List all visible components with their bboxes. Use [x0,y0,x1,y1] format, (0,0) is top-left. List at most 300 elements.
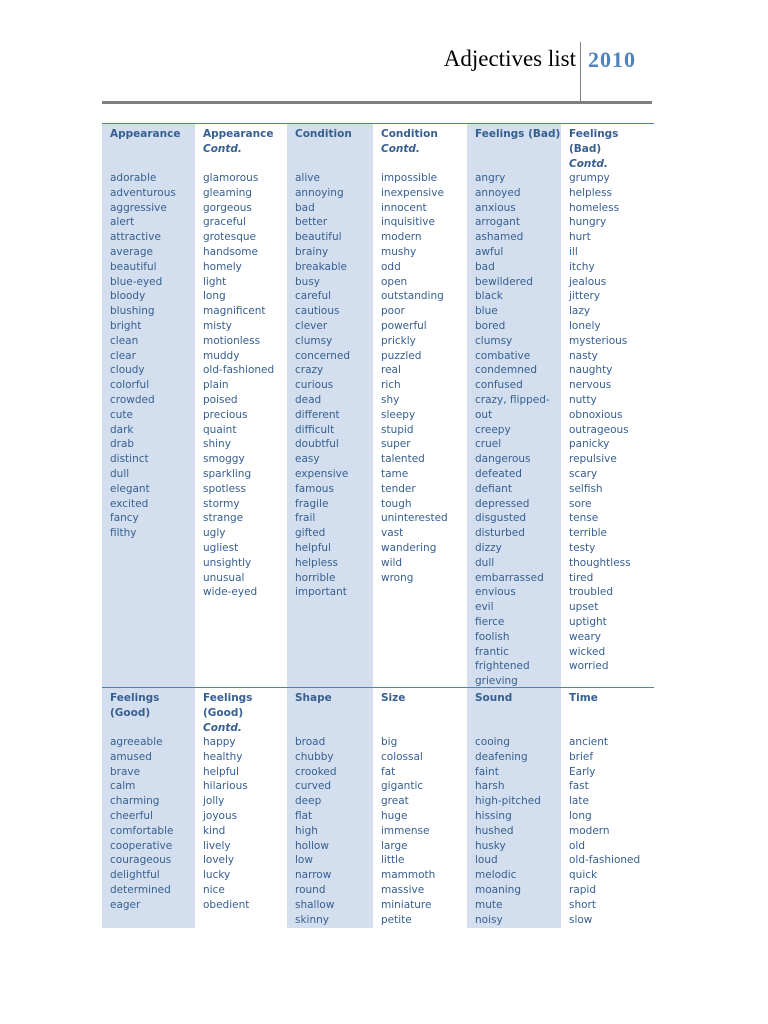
adjective-item: plain [203,379,229,392]
adjective-item: odd [381,260,401,273]
adjective-item: embarrassed [475,571,544,584]
adjective-item: foolish [475,630,510,643]
adjective-item: spotless [203,482,246,495]
column-title: Feelings (Good) [110,692,160,719]
adjective-item: cheerful [110,809,153,822]
adjective-item: grotesque [203,231,257,244]
adjective-item: careful [295,290,332,303]
adjective-item: disgusted [475,512,527,525]
adjective-item: crowded [110,393,155,406]
adjective-item: misty [203,319,232,332]
adjective-item: condemned [475,364,537,377]
adjective-item: cloudy [110,364,145,377]
adjective-item: old-fashioned [203,364,275,377]
adjective-item: stupid [381,423,414,436]
adjective-item: doubtful [295,438,339,451]
adjective-item: late [569,795,589,808]
adjective-item: tense [569,512,599,525]
adjective-item: mute [475,898,503,911]
adjective-item: rich [381,379,401,392]
adjective-item: fancy [110,512,139,525]
adjective-item: hungry [569,216,607,229]
adjective-item: eager [110,898,141,911]
adjective-item: modern [569,824,610,837]
adjective-item: harsh [475,780,505,793]
adjective-item: motionless [203,334,261,347]
adjective-item: huge [381,809,408,822]
adjective-item: crazy, flipped-out [475,393,550,421]
adjective-item: long [203,290,226,303]
adjective-item: horrible [295,571,336,584]
adjective-item: innocent [381,201,427,214]
adjective-item: high-pitched [475,795,541,808]
adjective-item: courageous [110,854,172,867]
adjective-item: frantic [475,645,509,658]
adjective-item: important [295,586,347,599]
adjective-item: joyous [203,809,238,822]
adjective-item: uptight [569,615,607,628]
adjective-item: annoying [295,186,344,199]
adjective-item: uninterested [381,512,448,525]
adjective-item: deafening [475,750,528,763]
column-header [110,691,170,735]
adjective-item: modern [381,231,422,244]
adjective-item: large [381,839,408,852]
adjective-item: deep [295,795,322,808]
adjective-item: filthy [110,527,137,540]
adjective-item: sore [569,497,592,510]
adjective-item: cautious [295,305,340,318]
adjective-item: nervous [569,379,612,392]
column-title: Feelings (Bad) [569,128,619,155]
adjective-item: wandering [381,541,437,554]
adjective-item: magnificent [203,305,266,318]
adjective-item: unusual [203,571,245,584]
column [195,688,287,928]
adjective-item: dangerous [475,453,531,466]
adjective-item: concerned [295,349,350,362]
adjective-item: selfish [569,482,603,495]
column [102,688,195,928]
adjective-item: easy [295,453,320,466]
adjective-item: quaint [203,423,237,436]
column-title: Condition [381,128,438,140]
adjective-item: hollow [295,839,329,852]
column-header [475,691,535,735]
adjective-item: clumsy [295,334,333,347]
column-header [295,127,373,171]
column [561,688,654,928]
adjective-item: cooing [475,736,510,748]
adjective-item: poised [203,393,238,406]
adjective-item: blushing [110,305,155,318]
column-title: Feelings (Bad) [475,128,561,140]
column [102,124,195,688]
adjective-item: powerful [381,319,427,332]
adjective-item: noisy [475,913,503,926]
column-title: Appearance [203,128,274,140]
column-title: Time [569,692,598,704]
column [373,688,467,928]
adjective-item: obnoxious [569,408,623,421]
column-contd-label: Contd. [569,157,608,170]
adjective-item: moaning [475,883,521,896]
adjective-item: mushy [381,245,417,258]
adjective-item: famous [295,482,334,495]
adjective-item: precious [203,408,248,421]
adjective-item: tender [381,482,416,495]
column [467,124,561,688]
adjective-item: itchy [569,260,595,273]
adjective-item: chubby [295,750,334,763]
adjective-item: tough [381,497,412,510]
adjective-item: homeless [569,201,620,214]
adjective-item: graceful [203,216,246,229]
adjective-item: different [295,408,340,421]
adjective-item: tired [569,571,594,584]
column [373,124,467,688]
adjective-item: bloody [110,290,146,303]
adjective-item: defeated [475,467,522,480]
adjective-item: blue-eyed [110,275,163,288]
adjective-item: light [203,275,227,288]
adjective-item: beautiful [110,260,157,273]
adjective-item: ugly [203,527,226,540]
adjective-item: black [475,290,503,303]
adjective-item: muddy [203,349,240,362]
adjective-item: broad [295,736,326,748]
adjective-item: busy [295,275,321,288]
adjective-item: miniature [381,898,432,911]
column [467,688,561,928]
column-header [110,127,195,171]
column-header [381,691,441,735]
adjective-item: difficult [295,423,335,436]
adjective-item: hissing [475,809,512,822]
adjective-item: high [295,824,318,837]
adjective-item: inquisitive [381,216,435,229]
adjective-item: terrible [569,527,607,540]
adjective-item: cute [110,408,134,421]
adjective-item: weary [569,630,602,643]
adjective-item: shy [381,393,400,406]
adjective-item: bored [475,319,506,332]
adjective-item: drab [110,438,135,451]
header-rule [102,101,652,104]
adjective-item: wrong [381,571,414,584]
adjective-item: bright [110,319,142,332]
adjective-item: disturbed [475,527,525,540]
adjective-item: bad [475,260,495,273]
adjective-item: cruel [475,438,502,451]
adjective-item: lovely [203,854,235,867]
adjective-item: annoyed [475,186,521,199]
adjective-item: outstanding [381,290,444,303]
adjective-item: helpful [203,765,239,778]
adjective-item: strange [203,512,244,525]
adjective-item: calm [110,780,136,793]
adjective-item: hilarious [203,780,248,793]
adjective-item: bewildered [475,275,533,288]
adjective-item: gorgeous [203,201,252,214]
adjective-item: dull [110,467,130,480]
adjective-item: distinct [110,453,149,466]
adjective-item: narrow [295,869,332,882]
adjective-item: ugliest [203,541,239,554]
adjective-item: comfortable [110,824,174,837]
adjective-item: slow [569,913,593,926]
adjective-item: sparkling [203,467,252,480]
adjective-item: breakable [295,260,348,273]
adjective-item: jolly [203,795,225,808]
adjective-item: helpless [295,556,339,569]
adjective-item: curious [295,379,334,392]
adjective-item: helpful [295,541,331,554]
adjective-item: upset [569,601,599,614]
adjective-item: curved [295,780,332,793]
header-divider [580,42,581,102]
adjective-item: low [295,854,313,867]
adjective-item: depressed [475,497,530,510]
adjective-item: shallow [295,898,335,911]
adjective-item: shiny [203,438,231,451]
adjective-item: clean [110,334,139,347]
column [287,124,373,688]
column-title: Appearance [110,128,181,140]
adjective-item: troubled [569,586,613,599]
adjective-item: happy [203,736,236,748]
adjective-item: repulsive [569,453,617,466]
adjective-item: wicked [569,645,606,658]
adjective-item: rapid [569,883,596,896]
adjective-item: defiant [475,482,512,495]
adjective-item: ill [569,245,578,258]
adjective-item: ancient [569,736,609,748]
adjective-item: lively [203,839,231,852]
adjective-item: clumsy [475,334,513,347]
adjectives-table-bottom [102,687,654,928]
adjective-item: colorful [110,379,150,392]
adjective-item: Early [569,765,596,778]
adjective-item: gifted [295,527,326,540]
column [195,124,287,688]
adjective-item: dark [110,423,134,436]
adjective-item: nice [203,883,225,896]
adjective-item: round [295,883,326,896]
adjective-item: angry [475,172,506,184]
adjective-item: creepy [475,423,511,436]
adjective-item: clever [295,319,328,332]
adjective-item: flat [295,809,313,822]
column-header [203,691,263,735]
column-title: Feelings (Good) [203,692,253,719]
adjective-item: scary [569,467,598,480]
adjective-item: mysterious [569,334,628,347]
column-contd-label: Contd. [203,721,242,734]
adjective-item: quick [569,869,598,882]
column-title: Condition [295,128,352,140]
adjective-item: cooperative [110,839,173,852]
adjective-item: adorable [110,172,157,184]
adjective-item: lazy [569,305,591,318]
adjective-item: brief [569,750,594,763]
adjective-item: adventurous [110,186,176,199]
adjective-item: thoughtless [569,556,631,569]
column-title: Sound [475,692,513,704]
adjective-item: smoggy [203,453,245,466]
adjective-item: fragile [295,497,329,510]
adjective-item: real [381,364,401,377]
adjective-item: attractive [110,231,161,244]
adjective-item: hushed [475,824,514,837]
adjective-item: helpless [569,186,613,199]
column-header [475,127,561,171]
adjective-item: brave [110,765,141,778]
adjective-item: brainy [295,245,329,258]
column-header [569,127,654,171]
adjective-item: tame [381,467,409,480]
column-header [381,127,467,171]
adjective-item: skinny [295,913,329,926]
adjective-item: nutty [569,393,597,406]
column-contd-label: Contd. [203,142,242,155]
adjective-item: great [381,795,409,808]
column-title: Size [381,692,406,704]
adjective-item: homely [203,260,242,273]
adjective-item: testy [569,541,596,554]
adjective-item: healthy [203,750,243,763]
adjective-item: dizzy [475,541,502,554]
adjective-item: determined [110,883,171,896]
adjective-item: nasty [569,349,598,362]
adjective-item: talented [381,453,425,466]
adjective-item: combative [475,349,531,362]
adjective-item: beautiful [295,231,342,244]
adjective-item: amused [110,750,152,763]
adjective-item: big [381,736,398,748]
adjective-item: clear [110,349,136,362]
year-label: 2010 [588,47,636,72]
adjective-item: outrageous [569,423,629,436]
adjective-item: kind [203,824,226,837]
adjective-item: jittery [569,290,601,303]
adjective-item: inexpensive [381,186,444,199]
adjective-item: delightful [110,869,160,882]
adjective-item: glamorous [203,172,259,184]
adjective-item: fast [569,780,589,793]
adjective-item: evil [475,601,494,614]
adjective-item: alive [295,172,320,184]
adjective-item: envious [475,586,516,599]
adjective-item: expensive [295,467,349,480]
column-header [295,691,355,735]
adjective-item: open [381,275,408,288]
column-header [203,127,287,171]
adjective-item: grieving [475,675,518,688]
adjective-item: stormy [203,497,240,510]
adjective-item: old [569,839,586,852]
column-contd-label: Contd. [381,142,420,155]
adjective-item: frightened [475,660,530,673]
adjective-item: wild [381,556,403,569]
adjective-item: little [381,854,405,867]
adjective-item: better [295,216,328,229]
adjective-item: dull [475,556,495,569]
adjective-item: prickly [381,334,416,347]
adjective-item: puzzled [381,349,422,362]
column [561,124,654,688]
page-title: Adjectives list [443,46,576,71]
adjective-item: jealous [569,275,607,288]
adjective-item: lonely [569,319,601,332]
adjective-item: agreeable [110,736,163,748]
adjective-item: immense [381,824,430,837]
adjective-item: gigantic [381,780,424,793]
adjective-item: wide-eyed [203,586,258,599]
adjective-item: blue [475,305,498,318]
adjective-item: massive [381,883,425,896]
adjective-item: worried [569,660,609,673]
adjective-item: crazy [295,364,324,377]
adjective-item: grumpy [569,172,610,184]
adjective-item: colossal [381,750,423,763]
adjective-item: charming [110,795,160,808]
adjective-item: frail [295,512,316,525]
adjective-item: obedient [203,898,250,911]
column-header [569,691,629,735]
adjective-item: poor [381,305,405,318]
adjective-item: long [569,809,592,822]
adjective-item: anxious [475,201,516,214]
adjective-item: lucky [203,869,231,882]
adjective-item: gleaming [203,186,252,199]
adjective-item: vast [381,527,404,540]
adjectives-table-top [102,123,654,688]
adjective-item: panicky [569,438,610,451]
adjective-item: bad [295,201,315,214]
adjective-item: excited [110,497,149,510]
adjective-item: petite [381,913,412,926]
adjective-item: hurt [569,231,591,244]
adjective-item: arrogant [475,216,520,229]
adjective-item: melodic [475,869,517,882]
adjective-item: dead [295,393,322,406]
adjective-item: short [569,898,596,911]
adjective-item: elegant [110,482,150,495]
adjective-item: fierce [475,615,505,628]
adjective-item: aggressive [110,201,167,214]
adjective-item: impossible [381,172,438,184]
adjective-item: faint [475,765,499,778]
adjective-item: average [110,245,153,258]
adjective-item: fat [381,765,396,778]
adjective-item: super [381,438,411,451]
adjective-item: crooked [295,765,337,778]
adjective-item: unsightly [203,556,252,569]
adjective-item: alert [110,216,135,229]
column [287,688,373,928]
adjective-item: naughty [569,364,613,377]
adjective-item: sleepy [381,408,416,421]
adjective-item: awful [475,245,504,258]
adjective-item: confused [475,379,523,392]
column-title: Shape [295,692,332,704]
adjective-item: handsome [203,245,258,258]
adjective-item: loud [475,854,498,867]
adjective-item: husky [475,839,506,852]
adjective-item: mammoth [381,869,436,882]
adjective-item: ashamed [475,231,524,244]
